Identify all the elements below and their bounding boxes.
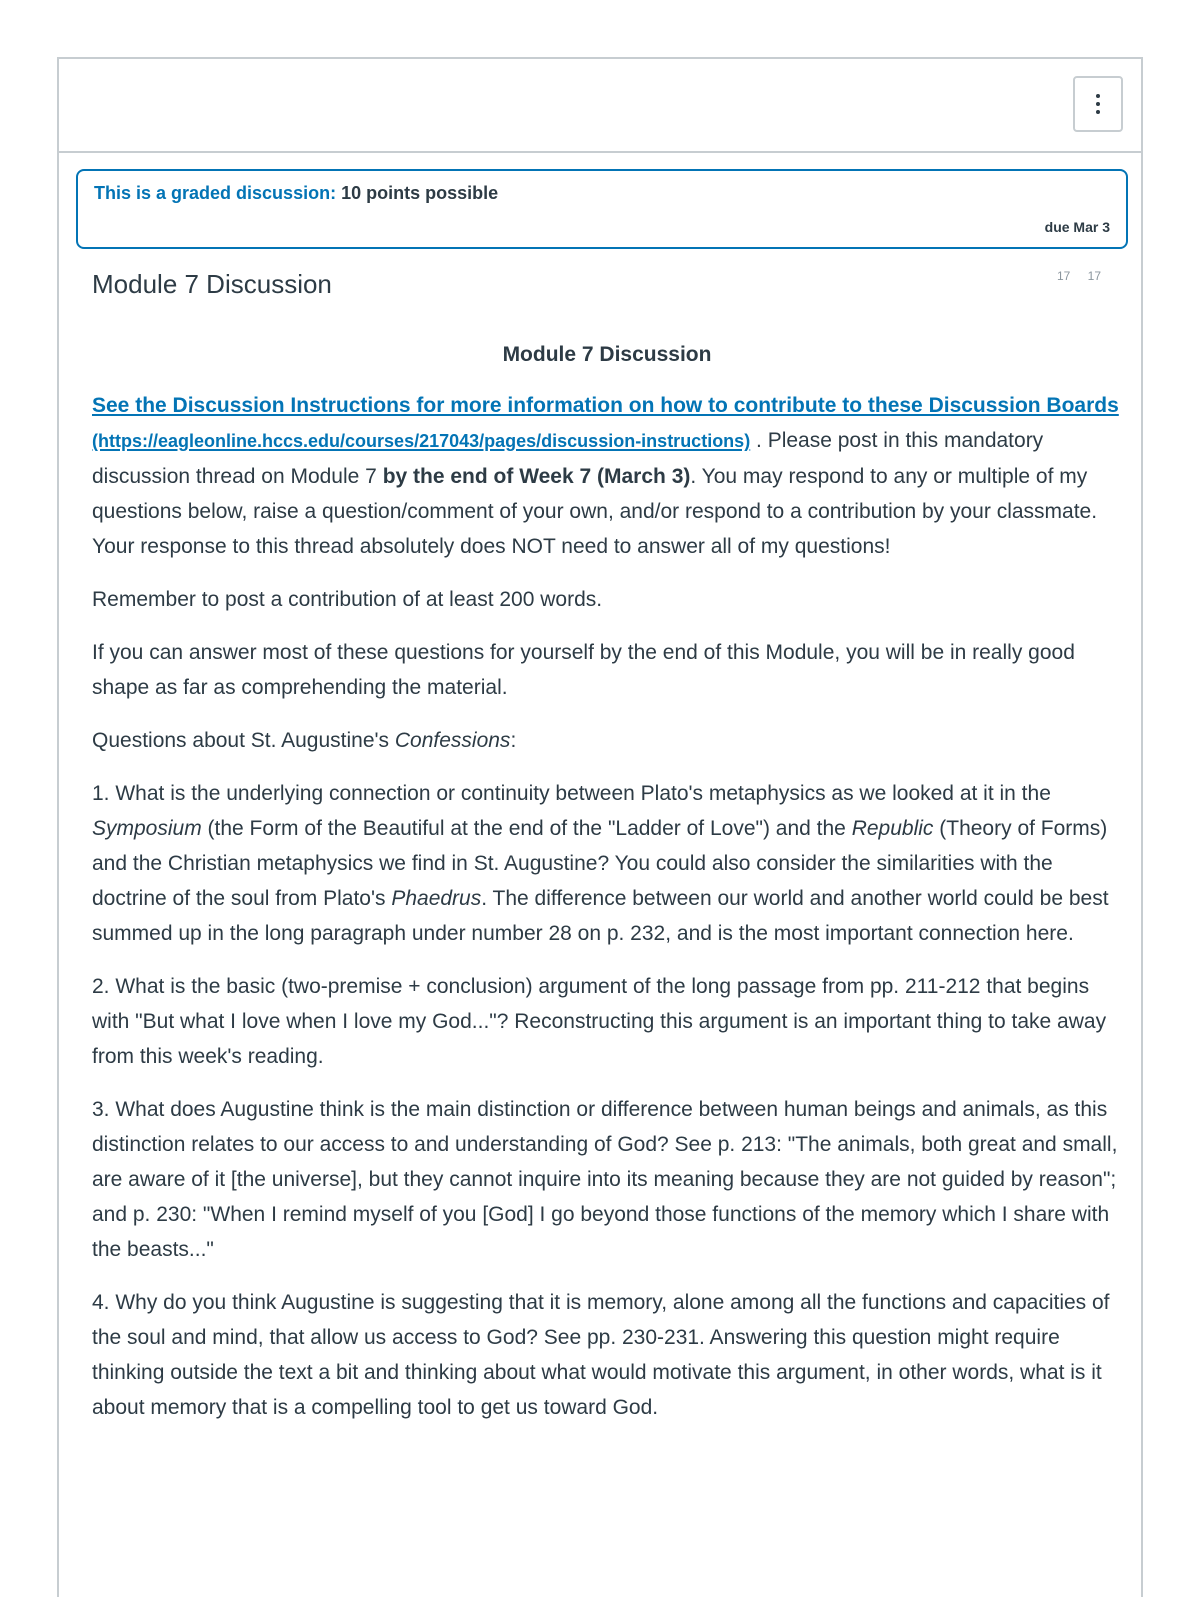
reply-counters xyxy=(1043,269,1101,283)
q1-part-a: 1. What is the underlying connection or continuity between Plato's metaphysics as we looked at it in the xyxy=(92,782,1051,805)
counter-unread: 17 xyxy=(1087,269,1101,283)
intro-text-1: Please post in this mandatory discussion thread on Module 7 xyxy=(92,429,1044,488)
instructions-link-text: See the Discussion Instructions for more information on how to contribute to these Discussion Boards xyxy=(92,394,1119,417)
graded-info xyxy=(94,183,498,204)
question-1 xyxy=(92,776,1122,951)
question-2: 2. What is the basic (two-premise + conclusion) argument of the long passage from pp. 211-212 that begins with "But what I love when I love my God..."? Reconstructing this argument is an important thing to take away from this week's reading. xyxy=(92,975,1107,1068)
graded-label: This is a graded discussion: xyxy=(94,183,337,203)
question-4: 4. Why do you think Augustine is suggesting that it is memory, alone among all the functions and capacities of the soul and mind, that allow us access to God? See pp. 230-231. Answering this question might require thinking outside the text a bit and thinking about what would motivate this argument, in other words, what is it about memory that is a compelling tool to get us toward God. xyxy=(92,1291,1110,1419)
questions-intro-colon: : xyxy=(510,729,517,752)
question-3: 3. What does Augustine think is the main distinction or difference between human beings and animals, as this distinction relates to our access to and understanding of God? See p. 213: "The animals, both great and small, are aware of it [the universe], but they cannot inquire into its meaning because they are not guided by reason"; and p. 230: "When I remind myself of you [God] I go beyond those functions of the memory which I share with the beasts..." xyxy=(92,1098,1118,1261)
q1-part-c: (Theory of Forms) and the Christian metaphysics we find in St. Augustine? You could also consider the similarities with the doctrine of the soul from Plato's xyxy=(92,817,1108,910)
discussion-frame xyxy=(57,57,1143,1597)
due-date: due Mar 3 xyxy=(1044,219,1110,235)
counter-total: 17 xyxy=(1056,269,1071,283)
discussion-body xyxy=(92,337,1122,1443)
link-after: . xyxy=(750,429,762,452)
discussion-toolbar xyxy=(59,59,1141,153)
intro-deadline: by the end of Week 7 (March 3) xyxy=(382,465,691,488)
q1-part-d: . The difference between our world and another world could be best summed up in the long paragraph under number 28 on p. 232, and is the most important connection here. xyxy=(92,887,1109,945)
comprehension-paragraph: If you can answer most of these questions for yourself by the end of this Module, you will be in really good shape as far as comprehending the material. xyxy=(92,641,1075,699)
q1-symposium: Symposium xyxy=(92,817,202,840)
questions-intro-text: Questions about St. Augustine's xyxy=(92,729,395,752)
graded-discussion-banner xyxy=(76,169,1128,249)
body-heading: Module 7 Discussion xyxy=(502,343,712,366)
q1-phaedrus: Phaedrus xyxy=(391,887,482,910)
word-count-paragraph: Remember to post a contribution of at least 200 words. xyxy=(92,588,603,611)
q1-part-b: (the Form of the Beautiful at the end of the "Ladder of Love") and the xyxy=(201,817,852,840)
questions-intro xyxy=(92,723,1122,758)
intro-text-2: . You may respond to any or multiple of my questions below, raise a question/comment of your own, and/or respond to a contribution by your classmate. Your response to this thread absolutely does NOT need to answer all of my questions! xyxy=(92,465,1098,558)
intro-paragraph xyxy=(92,388,1122,564)
book-title: Confessions xyxy=(394,729,511,752)
kebab-menu-icon xyxy=(1096,94,1100,114)
more-options-button[interactable] xyxy=(1073,76,1123,132)
instructions-link-url: (https://eagleonline.hccs.edu/courses/217043/pages/discussion-instructions) xyxy=(92,431,751,451)
q1-republic: Republic xyxy=(851,817,934,840)
page-title: Module 7 Discussion xyxy=(92,269,332,299)
points-possible: 10 points possible xyxy=(341,183,499,203)
